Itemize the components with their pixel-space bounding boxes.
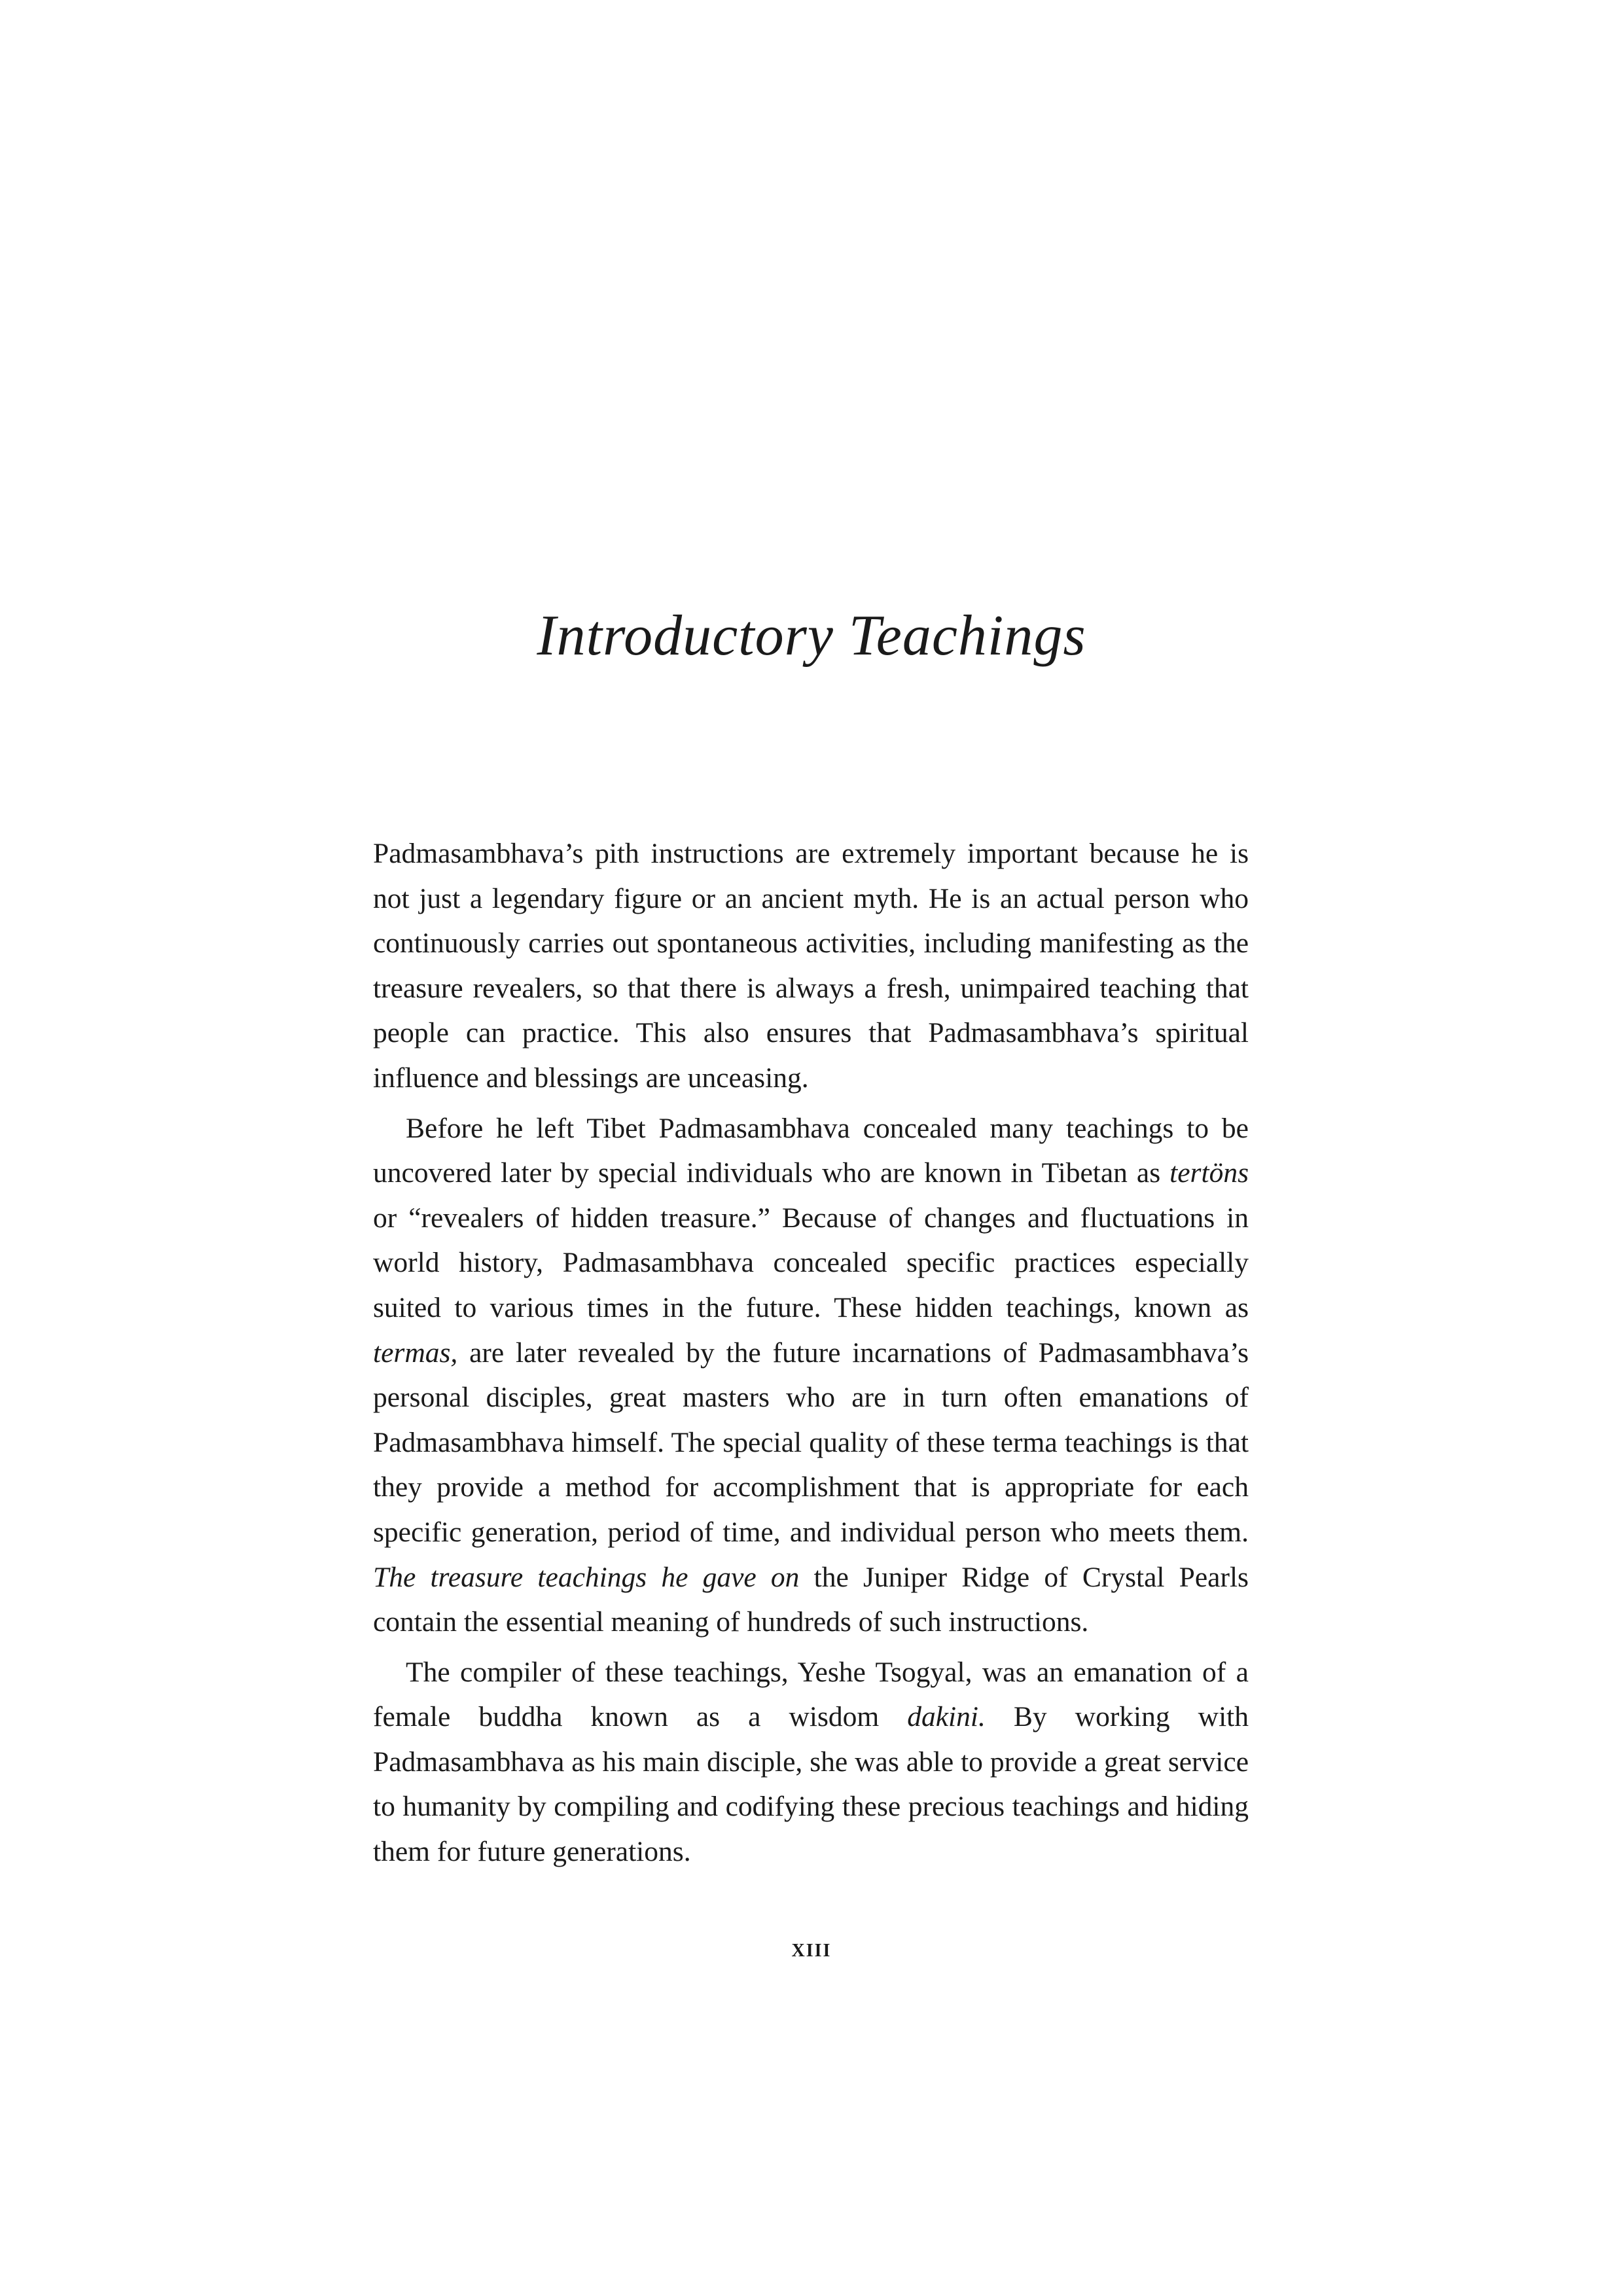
paragraph-2-part-4: the Juniper Ridge of Crystal Pearls contain the essential meaning of hundreds of such instructions.: [373, 1561, 1249, 1638]
body-text: [373, 831, 1249, 1874]
term-termas: termas,: [373, 1336, 458, 1369]
paragraph-3-part-2: By working with Padmasambhava as his main disciple, she was able to provide a great service to humanity by compiling and codifying these precious teachings and hiding them for future generations.: [373, 1701, 1249, 1868]
term-tertons: tertöns: [1169, 1157, 1249, 1189]
paragraph-2-part-1: Before he left Tibet Padmasambhava concealed many teachings to be uncovered later by special individuals who are known in Tibetan as: [373, 1112, 1249, 1189]
paragraph-3-part-1: The compiler of these teachings, Yeshe Tsogyal, was an emanation of a female buddha known as a wisdom: [373, 1656, 1249, 1733]
paragraph-1: [373, 831, 1249, 1101]
paragraph-2-part-2: or “revealers of hidden treasure.” Because of changes and fluctuations in world history, Padmasambhava concealed specific practices especially suited to various times in the future. These hidden teachings, known as: [373, 1202, 1249, 1323]
book-title-reference: The treasure teachings he gave on: [373, 1561, 800, 1593]
paragraph-2-part-3: are later revealed by the future incarnations of Padmasambhava’s personal disciples, great masters who are in turn often emanations of Padmasambhava himself. The special quality of these terma teachings is that they provide a method for accomplishment that is appropriate for each specific generation, period of time, and individual person who meets them.: [373, 1336, 1249, 1548]
page-title: Introductory Teachings: [537, 604, 1086, 668]
paragraph-1-text: Padmasambhava’s pith instructions are extremely important because he is not just a legendary figure or an ancient myth. He is an actual person who continuously carries out spontaneous activities, including manifesting as the treasure revealers, so that there is always a fresh, unimpaired teaching that people can practice. This also ensures that Padmasambhava’s spiritual influence and blessings are unceasing.: [373, 838, 1249, 1094]
paragraph-2: [373, 1106, 1249, 1645]
paragraph-3: [373, 1650, 1249, 1874]
term-dakini: dakini.: [907, 1701, 986, 1733]
page-number: XIII: [791, 1941, 832, 1961]
